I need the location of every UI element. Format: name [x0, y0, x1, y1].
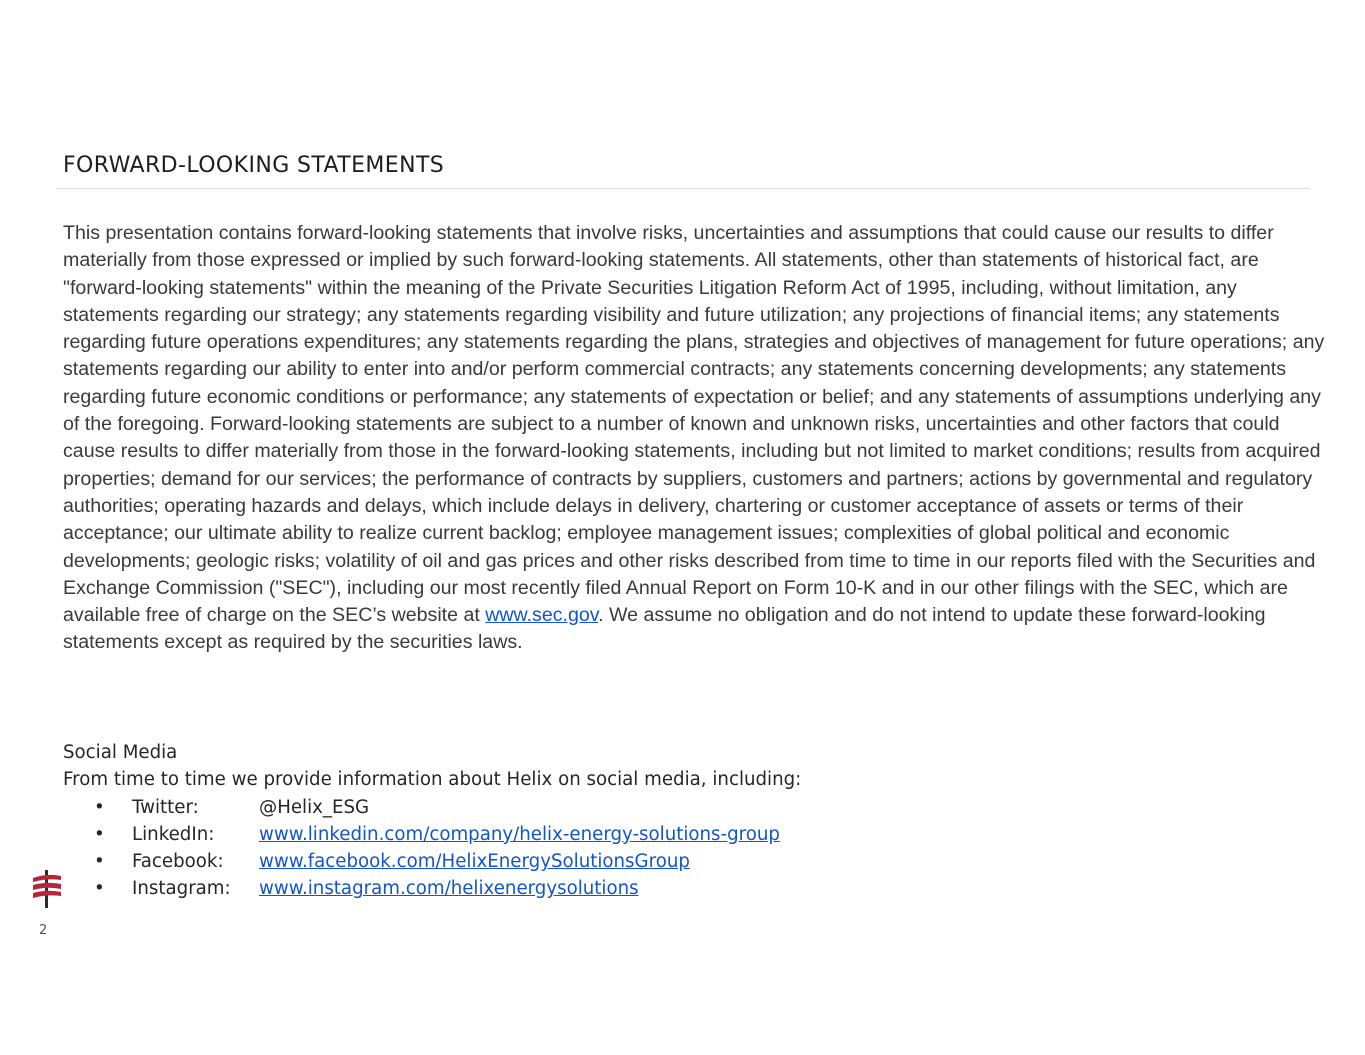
bullet-marker: • [94, 823, 105, 845]
page-title: FORWARD-LOOKING STATEMENTS [63, 153, 445, 178]
disclaimer-paragraph [63, 220, 1325, 657]
disclaimer-text-start: This presentation contains forward-looking statements that involve risks, uncertainties and assumptions that could cause our results to differ materially from those expressed or implied by such forward-looking statements. All statements, other than statements of historical fact, are "forward-looking statements" within the meaning of the Private Securities Litigation Reform Act of 1995, including, without limitation, any statements regarding our strategy; any statements regarding visibility and future utilization; any projections of financial items; any statements regarding future operations expenditures; any statements regarding the plans, strategies and objectives of management for future operations; any statements regarding our ability to enter into and/or perform commercial contracts; any statements concerning developments; any statements regarding future economic conditions or performance; any statements of expectation or belief; and any statements of assumptions underlying any of the foregoing. Forward-looking statements are subject to a number of known and unknown risks, uncertainties and other factors that could cause results to differ materially from those in the forward-looking statements, including but not limited to market conditions; results from acquired properties; demand for our services; the performance of contracts by suppliers, customers and partners; actions by governmental and regulatory authorities; operating hazards and delays, which include delays in delivery, chartering or customer acceptance of assets or terms of their acceptance; our ultimate ability to realize current backlog; employee management issues; complexities of global political and economic developments; geologic risks; volatility of oil and gas prices and other risks described from time to time in our reports filed with the Securities and Exchange Commission ("SEC"), including our most recently filed Annual Report on Form 10-K and in our other filings with the SEC, which are available free of charge on the SEC’s website at [63, 222, 1325, 627]
bullet-marker: • [94, 878, 105, 900]
list-item-twitter [63, 794, 801, 821]
sec-website-link[interactable]: www.sec.gov [485, 604, 599, 627]
linkedin-link[interactable]: www.linkedin.com/company/helix-energy-solutions-group [259, 823, 780, 845]
linkedin-label: LinkedIn: [132, 823, 215, 845]
instagram-link[interactable]: www.instagram.com/helixenergysolutions [259, 878, 639, 900]
twitter-handle: @Helix_ESG [259, 796, 370, 818]
social-media-intro: From time to time we provide information about Helix on social media, including: [63, 769, 802, 791]
list-item-facebook [63, 848, 801, 875]
disclaimer-text-end: . We assume no obligation and do not intend to update these forward-looking statements except as required by the securities laws. [63, 604, 1266, 654]
instagram-label: Instagram: [132, 878, 231, 900]
page-number: 2 [39, 923, 48, 938]
list-item-instagram [63, 875, 801, 902]
social-media-section [63, 739, 801, 903]
bullet-marker: • [94, 796, 105, 818]
social-media-list [63, 794, 801, 903]
helix-logo-icon [30, 870, 64, 908]
bullet-marker: • [94, 851, 105, 873]
facebook-label: Facebook: [132, 851, 224, 873]
title-divider [56, 188, 1310, 189]
twitter-label: Twitter: [132, 796, 199, 818]
list-item-linkedin [63, 821, 801, 848]
social-media-heading: Social Media [63, 742, 178, 763]
facebook-link[interactable]: www.facebook.com/HelixEnergySolutionsGroup [259, 851, 690, 873]
